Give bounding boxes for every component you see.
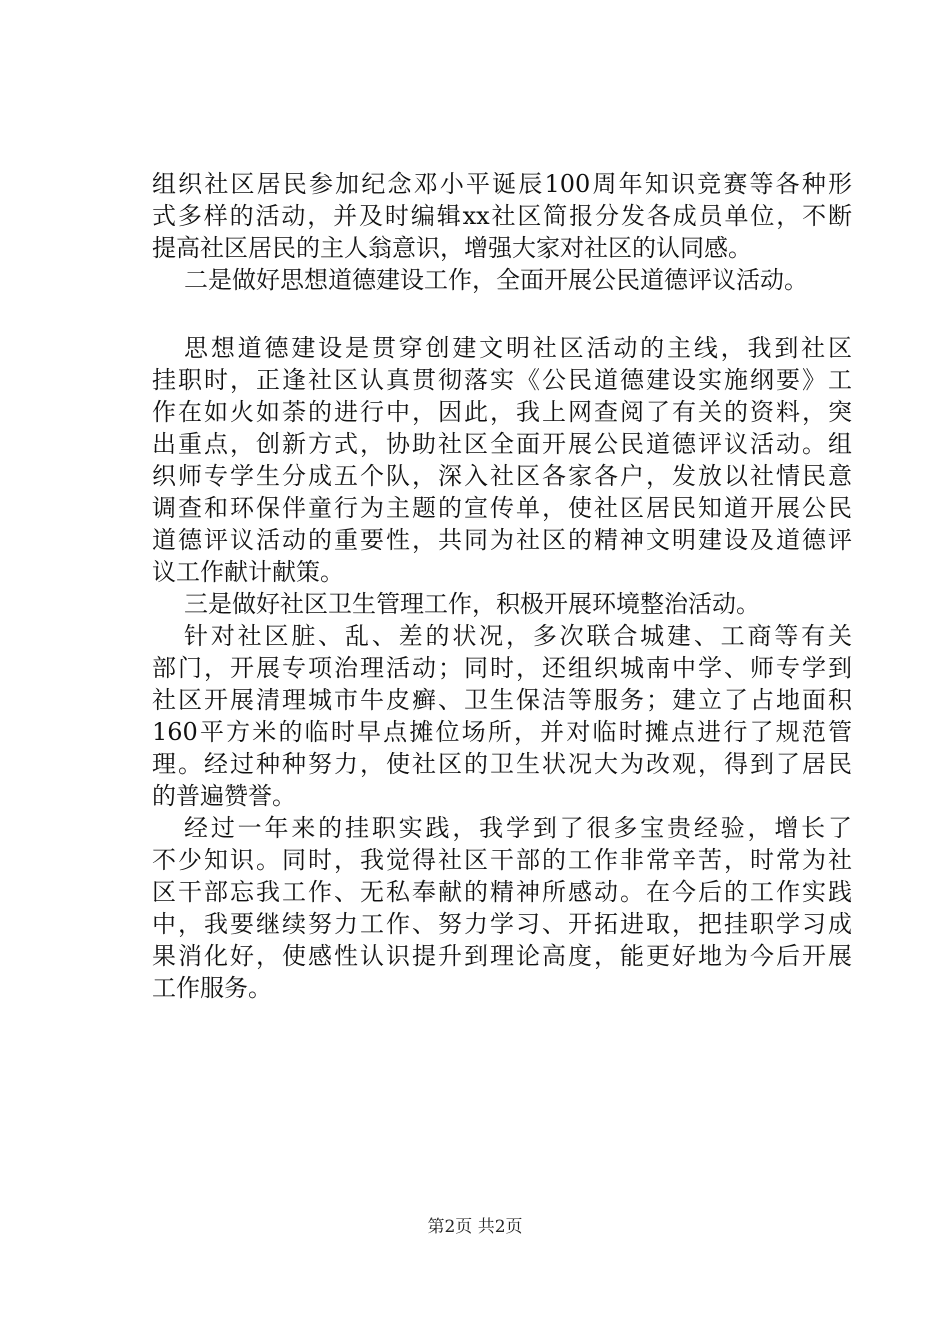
text-line: 果消化好，使感性认识提升到理论高度，能更好地为今后开展 [152, 942, 852, 970]
text-line: 思想道德建设是贯穿创建文明社区活动的主线，我到社区 [184, 334, 852, 362]
text-line: 二是做好思想道德建设工作，全面开展公民道德评议活动。 [184, 266, 808, 294]
document-body [152, 168, 852, 1004]
section-heading [152, 588, 852, 620]
text-line: 出重点，创新方式，协助社区全面开展公民道德评议活动。组 [152, 430, 852, 458]
text-line: 调查和环保伴童行为主题的宣传单，使社区居民知道开展公民 [152, 494, 852, 522]
page-number-footer: 第2页 共2页 [427, 1217, 523, 1237]
text-line: 160平方米的临时早点摊位场所，并对临时摊点进行了规范管 [152, 718, 852, 746]
text-line: 工作服务。 [152, 974, 272, 1002]
blank-line [152, 296, 852, 332]
paragraph [152, 812, 852, 1004]
section-heading [152, 264, 852, 296]
text-line: 式多样的活动，并及时编辑xx社区简报分发各成员单位，不断 [152, 202, 852, 230]
text-line: 针对社区脏、乱、差的状况，多次联合城建、工商等有关 [184, 622, 852, 650]
text-line: 提高社区居民的主人翁意识，增强大家对社区的认同感。 [152, 234, 752, 262]
paragraph [152, 168, 852, 264]
text-line: 理。经过种种努力，使社区的卫生状况大为改观，得到了居民 [152, 750, 852, 778]
text-line: 经过一年来的挂职实践，我学到了很多宝贵经验，增长了 [184, 814, 852, 842]
text-line: 的普遍赞誉。 [152, 782, 296, 810]
text-line: 社区开展清理城市牛皮癣、卫生保洁等服务；建立了占地面积 [152, 686, 852, 714]
text-line: 道德评议活动的重要性，共同为社区的精神文明建设及道德评 [152, 526, 852, 554]
paragraph [152, 620, 852, 812]
text-line: 作在如火如荼的进行中，因此，我上网查阅了有关的资料，突 [152, 398, 852, 426]
text-line: 区干部忘我工作、无私奉献的精神所感动。在今后的工作实践 [152, 878, 852, 906]
text-line: 部门，开展专项治理活动；同时，还组织城南中学、师专学到 [152, 654, 852, 682]
text-line: 不少知识。同时，我觉得社区干部的工作非常辛苦，时常为社 [152, 846, 852, 874]
text-line: 织师专学生分成五个队，深入社区各家各户，发放以社情民意 [152, 462, 852, 490]
text-line: 中，我要继续努力工作、努力学习、开拓进取，把挂职学习成 [152, 910, 852, 938]
text-line: 挂职时，正逢社区认真贯彻落实《公民道德建设实施纲要》工 [152, 366, 852, 394]
paragraph [152, 332, 852, 588]
text-line: 议工作献计献策。 [152, 558, 344, 586]
text-line: 三是做好社区卫生管理工作，积极开展环境整治活动。 [184, 590, 760, 618]
text-line: 组织社区居民参加纪念邓小平诞辰100周年知识竞赛等各种形 [152, 170, 852, 198]
